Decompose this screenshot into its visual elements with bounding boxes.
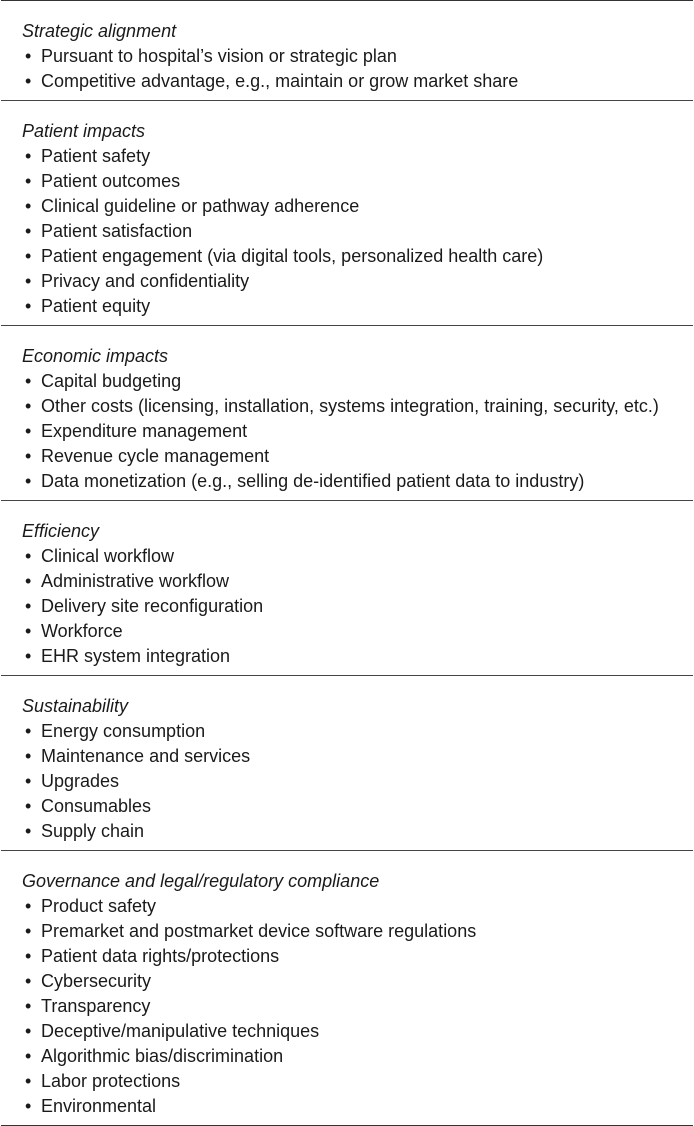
- list-item: [22, 719, 693, 744]
- item-text: Other costs (licensing, installation, systems integration, training, security, etc.): [41, 396, 659, 416]
- list-item: [22, 769, 693, 794]
- section-heading: Patient impacts: [22, 121, 146, 141]
- item-text: Data monetization (e.g., selling de-identified patient data to industry): [41, 471, 585, 491]
- item-text: Energy consumption: [41, 721, 206, 741]
- item-text: Delivery site reconfiguration: [41, 596, 264, 616]
- item-text: Capital budgeting: [41, 371, 182, 391]
- item-text: Patient safety: [41, 146, 151, 166]
- item-list: [22, 894, 693, 1119]
- item-text: Patient equity: [41, 296, 151, 316]
- bullet-icon: •: [25, 271, 32, 291]
- item-text: Clinical guideline or pathway adherence: [41, 196, 360, 216]
- bullet-icon: •: [25, 371, 32, 391]
- item-text: Patient engagement (via digital tools, personalized health care): [41, 246, 544, 266]
- list-item: [22, 1019, 693, 1044]
- item-list: [22, 144, 693, 319]
- item-text: Expenditure management: [41, 421, 248, 441]
- list-item: [22, 419, 693, 444]
- bullet-icon: •: [25, 171, 32, 191]
- list-item: [22, 969, 693, 994]
- list-item: [22, 1094, 693, 1119]
- list-item: [22, 919, 693, 944]
- item-text: Patient data rights/protections: [41, 946, 280, 966]
- item-text: Maintenance and services: [41, 746, 251, 766]
- bullet-icon: •: [25, 221, 32, 241]
- bullet-icon: •: [25, 771, 32, 791]
- bullet-icon: •: [25, 296, 32, 316]
- list-item: [22, 444, 693, 469]
- bullet-icon: •: [25, 596, 32, 616]
- item-list: [22, 44, 693, 94]
- bullet-icon: •: [25, 196, 32, 216]
- item-list: [22, 719, 693, 844]
- bullet-icon: •: [25, 546, 32, 566]
- item-text: Administrative workflow: [41, 571, 230, 591]
- bullet-icon: •: [25, 146, 32, 166]
- section-economic-impacts: [1, 325, 693, 500]
- section-heading: Economic impacts: [22, 346, 169, 366]
- bullet-icon: •: [25, 821, 32, 841]
- list-item: [22, 644, 693, 669]
- bullet-icon: •: [25, 1046, 32, 1066]
- bullet-icon: •: [25, 721, 32, 741]
- list-item: [22, 294, 693, 319]
- list-item: [22, 219, 693, 244]
- item-text: Pursuant to hospital’s vision or strategic plan: [41, 46, 397, 66]
- item-text: Patient outcomes: [41, 171, 181, 191]
- item-list: [22, 544, 693, 669]
- list-item: [22, 819, 693, 844]
- item-text: Workforce: [41, 621, 123, 641]
- item-text: EHR system integration: [41, 646, 231, 666]
- bullet-icon: •: [25, 471, 32, 491]
- item-text: Premarket and postmarket device software regulations: [41, 921, 477, 941]
- item-text: Consumables: [41, 796, 152, 816]
- bullet-icon: •: [25, 71, 32, 91]
- section-heading: Efficiency: [22, 521, 100, 541]
- bullet-icon: •: [25, 796, 32, 816]
- item-text: Competitive advantage, e.g., maintain or grow market share: [41, 71, 519, 91]
- list-item: [22, 1069, 693, 1094]
- item-text: Product safety: [41, 896, 157, 916]
- section-heading: Governance and legal/regulatory compliance: [22, 871, 380, 891]
- list-item: [22, 44, 693, 69]
- list-item: [22, 194, 693, 219]
- bullet-icon: •: [25, 396, 32, 416]
- list-item: [22, 369, 693, 394]
- item-text: Deceptive/manipulative techniques: [41, 1021, 320, 1041]
- section-governance: [1, 850, 693, 1125]
- bullet-icon: •: [25, 921, 32, 941]
- item-text: Cybersecurity: [41, 971, 152, 991]
- list-item: [22, 994, 693, 1019]
- list-item: [22, 69, 693, 94]
- section-heading: Sustainability: [22, 696, 129, 716]
- bullet-icon: •: [25, 896, 32, 916]
- bullet-icon: •: [25, 746, 32, 766]
- item-text: Algorithmic bias/discrimination: [41, 1046, 284, 1066]
- criteria-table: [1, 0, 693, 1126]
- item-text: Environmental: [41, 1096, 157, 1116]
- section-strategic-alignment: [1, 1, 693, 100]
- list-item: [22, 394, 693, 419]
- bullet-icon: •: [25, 571, 32, 591]
- bullet-icon: •: [25, 1096, 32, 1116]
- bullet-icon: •: [25, 621, 32, 641]
- list-item: [22, 169, 693, 194]
- bullet-icon: •: [25, 421, 32, 441]
- list-item: [22, 269, 693, 294]
- bullet-icon: •: [25, 446, 32, 466]
- bullet-icon: •: [25, 996, 32, 1016]
- bullet-icon: •: [25, 246, 32, 266]
- bullet-icon: •: [25, 646, 32, 666]
- list-item: [22, 244, 693, 269]
- list-item: [22, 1044, 693, 1069]
- section-efficiency: [1, 500, 693, 675]
- item-list: [22, 369, 693, 494]
- item-text: Upgrades: [41, 771, 120, 791]
- item-text: Labor protections: [41, 1071, 181, 1091]
- item-text: Transparency: [41, 996, 151, 1016]
- bullet-icon: •: [25, 1071, 32, 1091]
- list-item: [22, 744, 693, 769]
- section-patient-impacts: [1, 100, 693, 325]
- section-heading: Strategic alignment: [22, 21, 177, 41]
- item-text: Clinical workflow: [41, 546, 175, 566]
- item-text: Patient satisfaction: [41, 221, 193, 241]
- list-item: [22, 619, 693, 644]
- list-item: [22, 144, 693, 169]
- list-item: [22, 544, 693, 569]
- list-item: [22, 594, 693, 619]
- list-item: [22, 794, 693, 819]
- list-item: [22, 944, 693, 969]
- item-text: Revenue cycle management: [41, 446, 270, 466]
- bullet-icon: •: [25, 46, 32, 66]
- bullet-icon: •: [25, 1021, 32, 1041]
- item-text: Supply chain: [41, 821, 145, 841]
- list-item: [22, 894, 693, 919]
- bullet-icon: •: [25, 971, 32, 991]
- section-sustainability: [1, 675, 693, 850]
- list-item: [22, 569, 693, 594]
- bullet-icon: •: [25, 946, 32, 966]
- list-item: [22, 469, 693, 494]
- item-text: Privacy and confidentiality: [41, 271, 250, 291]
